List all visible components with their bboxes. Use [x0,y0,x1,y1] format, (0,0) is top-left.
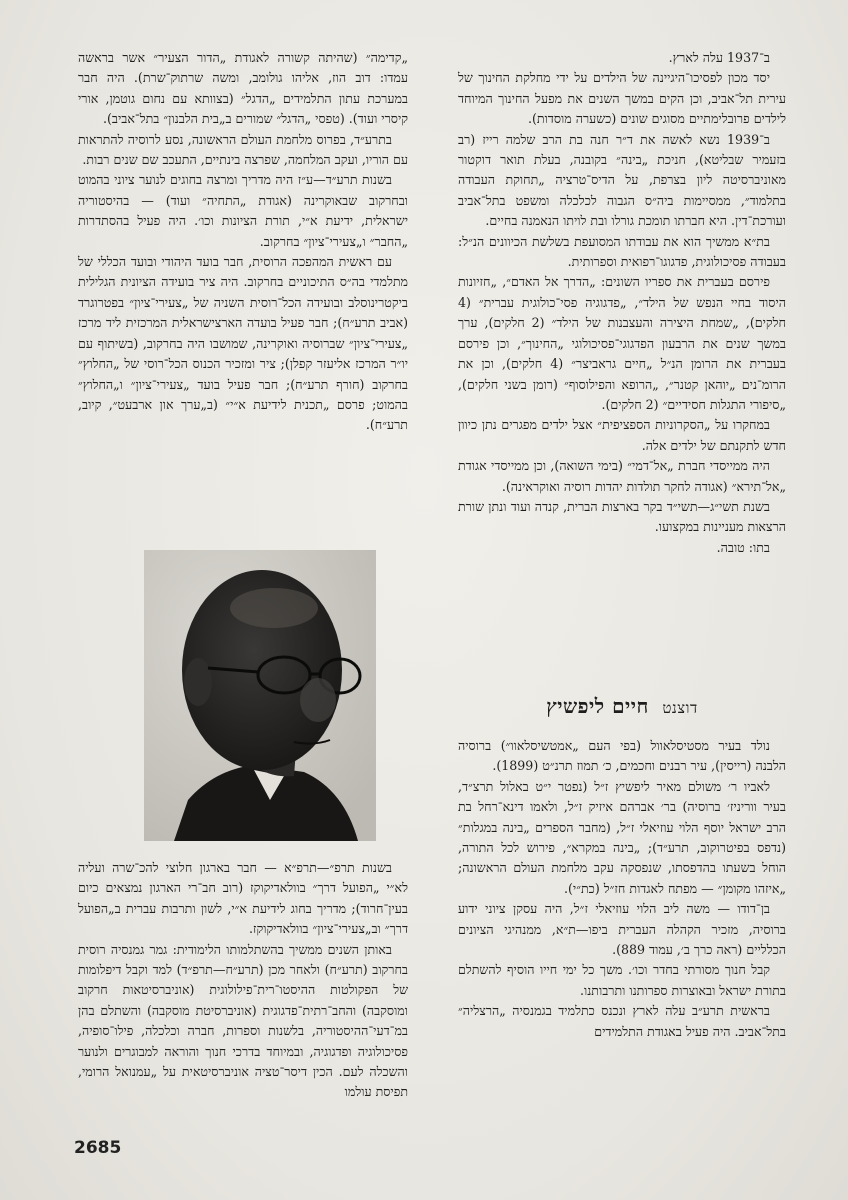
paragraph: יסד מכון לפסיכו־היגיינה של הילדים על ידי מחלקת החינוך של עירית תל־אביב, וכן הקים במשך השנים את מפעל החינוך המיוחד לילדים פרובלימתיים מסוגים שונים (כשערה מוסדות). [458,70,786,127]
heading-name: חיים ליפשיץ [546,694,649,718]
paragraph: פירסם בעברית את ספריו השונים: „הדרך אל האדם״, „חזיונות היסוד בחיי הנפש של הילד״, „פדגוגיה פסי־כולוגית עברית״ (4 חלקים), „שמחת היצירה והעצבנות של הילד״ (2 חלקים), ערך במשך שנים את הרבעון הפדגוגי־פסיכולוגי „החינוך״, וכן פירסם בעברית את הרומן הנ״ל „חיים גראביצר״ (4 חלקים), וכן את הרומ־נים „יוהאן קטנר״, „הרופא והפילוסוף״ (רומן בשני חלקים), „סיפורי התגלות חסידיים״ (2 חלקים). [458,274,786,412]
paragraph: בתרע״ד, בפרוס מלחמת העולם הראשונה, נסע לרוסיה להתראות עם הוריו, ועקב המלחמה, שפרצה בינתיים, התעכב שם שנים רבות. [78,131,408,168]
portrait-icon [144,550,376,841]
paragraph: בת״א ממשיך הוא את עבודתו המסועפת בשלשת הכיוונים הנ״ל: בעבודה פסיכולוגית, פדגוגו־רפואית וספרותית. [458,233,786,270]
right-column-bottom [458,736,786,1042]
paragraph: ב־1937 עלה לארץ. [668,50,770,65]
biography-heading [458,694,786,719]
paragraph: בראשית תרע״ב עלה לארץ ונכנס כתלמיד בגמנסיה „הרצליה״ בתל־אביב. היה פעיל באגודת התלמידים [458,1003,786,1039]
portrait-photo [144,550,376,841]
paragraph: עם ראשית המהפכה הרוסית, חבר בועד היהודי ובועד הכללי של מתלמדי בה״ס התיכוניים בחרקוב. היה ציר בועידה הציונית הגלילית ביקטרינוסלב ובועידה הכל־רוסית השניה של „צעירי־ציון״ בפטרוגרד (אביב תרע״ח); חבר פעיל בועדה הארצישראלית המרכזית ליד מרכז „צעירי־ציון״ שברוסיה ואוקרינה, שמושבו היה בחרקוב, (בשיתוף עם יו״ר המרכז אליעזר קפלן); ציר ומזכיר הכנוס הכל־רוסי של „החלוץ״ בחרקוב (חורף תרע״ח); חבר פעיל בועד „צעירי־ציון״ ו„החלוץ״ בהמוט; פרסם „תכנית לידיעת א״י״ (ב„ערך און ארבעט״, קיוב, תרע״ח). [78,254,408,433]
left-column-top [78,48,408,436]
paragraph: „קדימה״ (שהיתה קשורה לאגודת „הדור הצעיר״ אשר בראשה עמדו: דוב הוז, אליהו גולומב, ומשה שרתוק־שרת). היה חבר במערכת עתון התלמידים „הדגל״ (בצוותא עם נחום גוטמן, אורי קיסרי ועוד). (טפסי „הדגל״ שמורים ב„בית הלבנון״ בתל־אביב). [78,50,408,127]
paragraph: לאביו ר׳ משולם מאיר ליפשיץ ז״ל (נפטר י״ט באלול תרצ״ד, בעיר ווריניז׳ ברוסיה) בר׳ אברהם איזיק ז״ל, ולאמו דינא־רחל בת הרב ישראל יוסף הלוי עוזיאלי ז״ל, (מחבר הספרים „בינה במגלות״ (נדפס בפיטרוקוב, תרע״ד); „בינה במקרא״, פירוש לכל התורה, הוחל בשעתו בהדפסתו, שנפסקה עקב מלחמת העולם הראשונה; „איזהו מקומן״ — מפתח לאגדות חז״ל (כת״י). [458,778,786,896]
paragraph: בשנות תרע״ד—ע״ז היה מדריך ומרצה בחוגים לנוער ציוני בהמוט ובחרקוב שבאוקרינה (אגודת „התחיה״ ועוד) — בהיסטוריה ישראלית, ידיעת א״י, תורת הציונות וכו׳. היה פעיל בהסתדרות „החבר״ ו„צעירי־ציון״ בחרקוב. [78,172,408,249]
right-column-top [458,48,786,558]
page-number: 2685 [74,1138,122,1158]
paragraph: בשנת תשי״ג—תשי״ד בקר בארצות הברית, קנדה ועוד ונתן שורת הרצאות מעניינות במקצועו. [458,498,786,535]
heading-title-prefix: דוצנט [662,699,698,717]
left-column-bottom [78,858,408,1103]
paragraph: באותן השנים ממשיך בהשתלמותו הלימודית: גמר גמנסיה רוסית בחרקוב (תרע״ח) ולאחר מכן (תרע״ח—תרפ״ד) למד וקבל דיפלומות של הפקולטות ההיסטו־רית־פילולוגית (אוניברסיטאות חרקוב ומוסקבה) והחב־רתית־פדגוגית (אוניברסיטת מוסקבה) והשתלם בהן במ־דעי־ההיסטוריה, בלשנות וספרות, חברה וכלכלה, פילו־סופיה, פסיכולוגיה ופדגוגיה, ובמיוחד בדרכי חנוך והוראה למבוגרים ולנוער והשכלה לעם. הכין דיסר־טציה אוניברסיטאית על „עמנואל הרומי, תפיסת עולמו [78,941,408,1100]
paragraph: בתו: טובה. [716,539,770,555]
paragraph: במחקרו על „הסקרוניות הספציפית״ אצל ילדים מפגרים נתן כיוון חדש לתקנתם של ילדים אלה. [458,417,786,453]
paragraph: ב־1939 נשא לאשה את ד״ר חנה בת הרב שלמה רייז (רב בזעמיר שבליטא), חניכת „בינה״ בקובנה, בעלת תואר דוקטור מאוניברסיטה ליון בצרפת, על הדיס־טרציה „תחוקת העבודה בתלמוד״, ממסיימות ביה״ס הגבוה לכלכלה ומשפט בתל־אביב ועורכת־דין. היא חברתו תומכת גורלו ובת לויתו הנאמנה בחיים. [458,131,786,229]
paragraph: קבל חנוך מסורתי בחדר וכו׳. משך כל ימי חייו הוסיף להשתלם בתורת ישראל ובאוצרות ספרותנו ותרבותנו. [458,962,786,998]
paragraph: בשנות תרפ״—תרפ״א — חבר בארגון חלוצי להכ־שרה ועליה לא״י „הפועל דרך״ בוולאדיקוקז (רוב חב־רי הארגון נמצאים כיום בעין־חרוד); מדריך בחוג לידיעת א״י, לשון ותרבות עברית ב„הפועל דרך״ וב„צעירי־ציון״ בוולאדיקוקז. [78,860,408,937]
paragraph: נולד בעיר מסטיסלאוול (בפי העם „אמטשיסלאוו״) ברוסיה הלבנה (רייסין), עיר רבנים וחכמים, כ׳ תמוז תרנ״ט (1899). [458,738,786,774]
paragraph: היה ממייסדי חברת „אל־דמי״ (בימי השואה), וכן ממייסדי אגודת „אל־תירא״ (אגודה לחקר תולדות יהדות רוסיה ואוקראינה). [458,458,786,494]
paragraph: בן־דודו — משה ליב הלוי עוזיאלי ז״ל, היה עסקן ציוני ידוע ברוסיה, מזכיר הקהלה העברית ביפו—ת״א, ממנהיגי הציונים הכלליים (ראה כרך ב׳, עמוד 889). [458,901,786,958]
